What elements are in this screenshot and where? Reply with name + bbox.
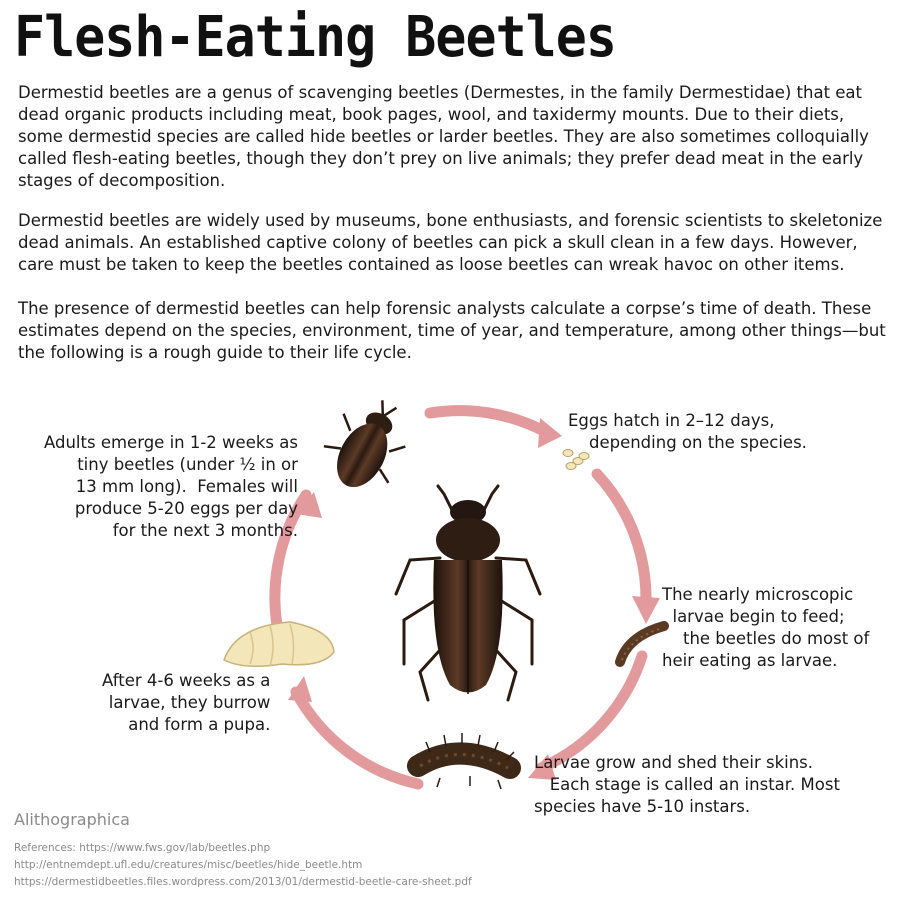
reference-line: https://dermestidbeetles.files.wordpress.com/2013/01/dermestid-beetle-care-sheet.pdf: [14, 876, 472, 888]
label-pupa: After 4-6 weeks as a larvae, they burrow and form a pupa.: [102, 671, 271, 734]
pupa-illustration: [224, 622, 334, 666]
label-adults: Adults emerge in 1-2 weeks as tiny beetles (under ½ in or 13 mm long). Females will produce 5-20 eggs per day for the next 3 months.: [44, 433, 298, 540]
intro-paragraph: Dermestid beetles are a genus of scavenging beetles (Dermestes, in the family Dermestidae) that eat dead organic products including meat, book pages, wool, and taxidermy mounts. Due to their diets, some dermestid species are called hide beetles or larder beetles. They are also sometimes colloquially called flesh-eating beetles, though they don’t prey on live animals; they prefer dead meat in the early stages of decomposition.: [18, 83, 869, 190]
larva-large-illustration: [418, 733, 514, 789]
label-instars: Larvae grow and shed their skins. Each stage is called an instar. Most species have 5-10 instars.: [534, 753, 840, 816]
arrowhead-to-larvae: [632, 596, 660, 624]
forensics-paragraph: The presence of dermestid beetles can help forensic analysts calculate a corpse’s time of death. These estimates depend on the species, environment, time of year, and temperature, among other things—but the following is a rough guide to their life cycle.: [18, 299, 886, 362]
reference-line: References: https://www.fws.gov/lab/beetles.php: [14, 842, 271, 854]
ring-arc-right: [597, 474, 646, 602]
ring-arc-bottom-left: [296, 692, 418, 784]
ring-arc-top: [430, 411, 542, 430]
arrowhead-to-eggs: [538, 418, 562, 448]
adult-beetle-small: [313, 386, 422, 502]
label-eggs-hatch: Eggs hatch in 2–12 days, depending on the species.: [568, 411, 807, 452]
museum-paragraph: Dermestid beetles are widely used by museums, bone enthusiasts, and forensic scientists to skeletonize dead animals. An established captive colony of beetles can pick a skull clean in a few days. However, care must be taken to keep the beetles contained as loose beetles can wreak havoc on other items.: [18, 211, 883, 274]
label-larvae-feed: The nearly microscopic larvae begin to feed; the beetles do most of heir eating as larvae.: [662, 585, 870, 670]
reference-line: http://entnemdept.ufl.edu/creatures/misc/beetles/hide_beetle.htm: [14, 859, 363, 871]
references: [14, 840, 472, 891]
adult-beetle-body: [433, 500, 502, 694]
page-title: Flesh-Eating Beetles: [14, 5, 616, 70]
credit-alithographica: Alithographica: [14, 810, 130, 829]
